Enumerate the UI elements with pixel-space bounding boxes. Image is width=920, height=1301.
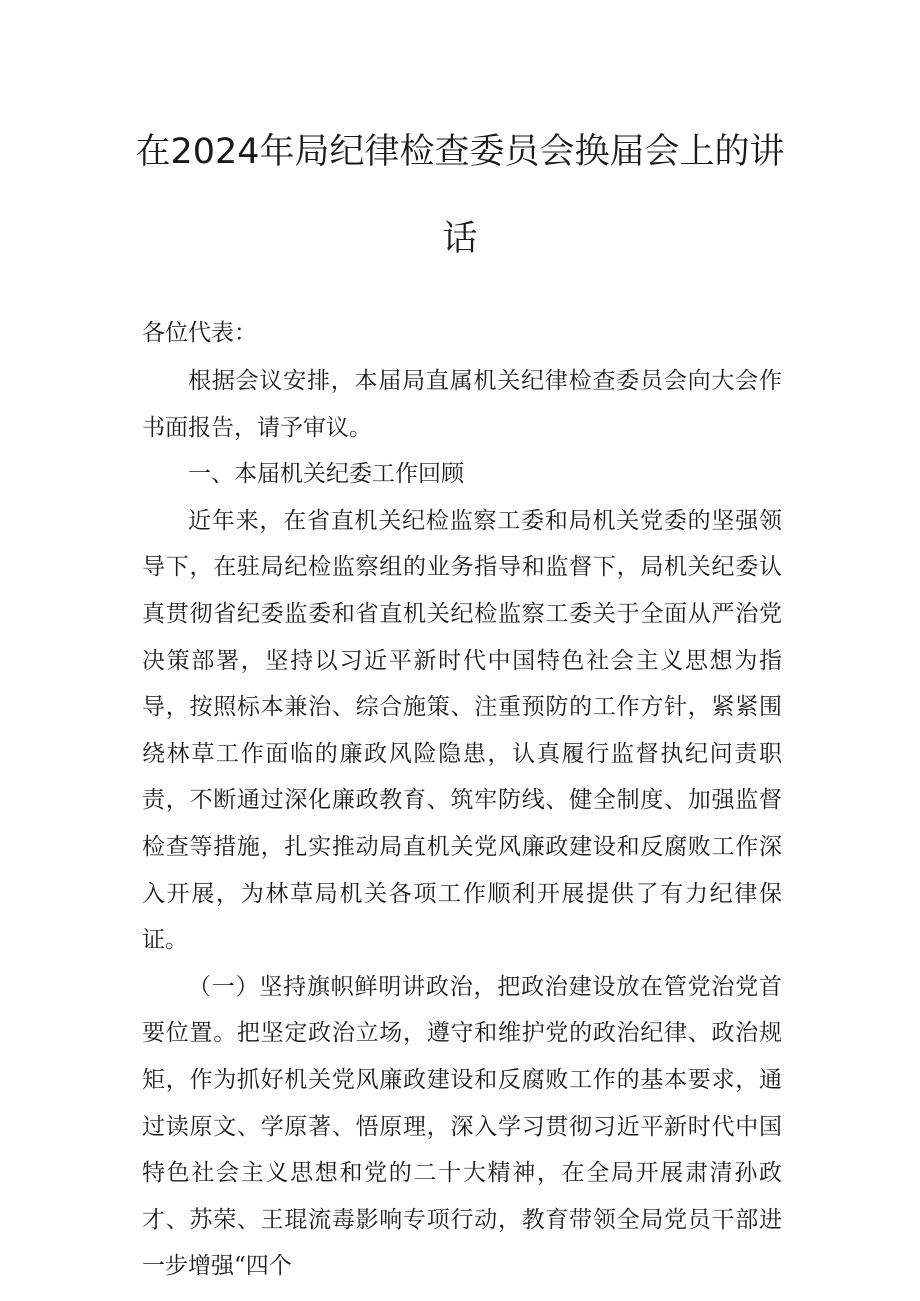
salutation: 各位代表： <box>142 320 257 346</box>
document-title-line-1: 在2024年局纪律检查委员会换届会上的讲 <box>135 132 785 172</box>
section-heading: 一、本届机关纪委工作回顾 <box>188 461 464 488</box>
paragraph-subsection-1: （一）坚持旗帜鲜明讲政治，把政治建设放在管党治党首要位置。把坚定政治立场，遵守和维护党的政治纪律、政治规矩，作为抓好机关党风廉政建设和反腐败工作的基本要求，通过读原文、学原著、悟原理，深入学习贯彻习近平新时代中国特色社会主义思想和党的二十大精神，在全局开展肃清孙政才、苏荣、王琨流毒影响专项行动，教育带领全局党员干部进一步增强“四个 <box>142 973 782 1280</box>
document-body <box>142 358 782 1290</box>
document-title-line-2: 话 <box>442 219 478 259</box>
paragraph-review: 近年来，在省直机关纪检监察工委和局机关党委的坚强领导下，在驻局纪检监察组的业务指导和监督下，局机关纪委认真贯彻省纪委监委和省直机关纪检监察工委关于全面从严治党决策部署，坚持以习近平新时代中国特色社会主义思想为指导，按照标本兼治、综合施策、注重预防的工作方针，紧紧围绕林草工作面临的廉政风险隐患，认真履行监督执纪问责职责，不断通过深化廉政教育、筑牢防线、健全制度、加强监督检查等措施，扎实推动局直机关党风廉政建设和反腐败工作深入开展，为林草局机关各项工作顺利开展提供了有力纪律保证。 <box>142 507 782 954</box>
paragraph-intro: 根据会议安排，本届局直属机关纪律检查委员会向大会作书面报告，请予审议。 <box>142 368 782 441</box>
